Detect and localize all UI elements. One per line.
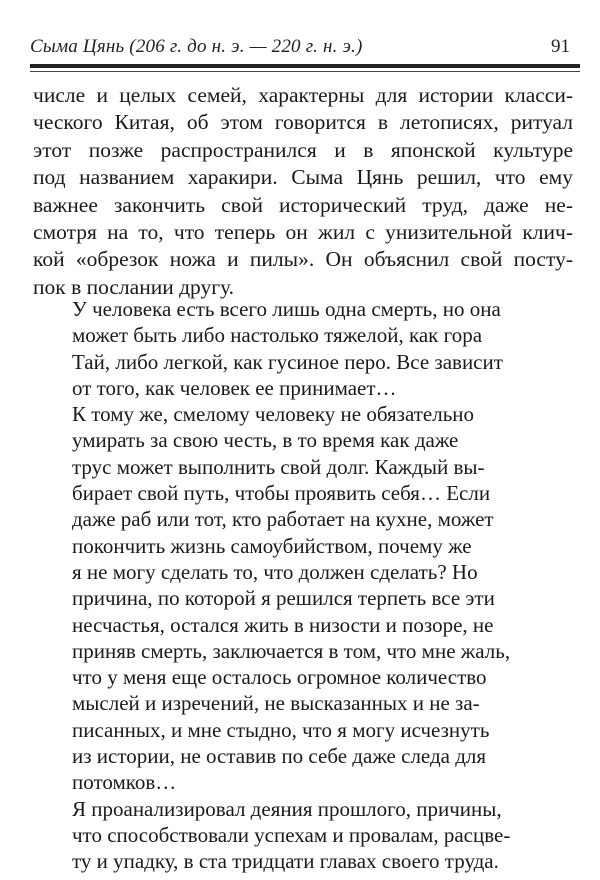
quote-line: несчастья, остался жить в низости и позоре, не	[72, 612, 494, 637]
quote-line: писанных, и мне стыдно, что я могу исчезнуть	[72, 717, 490, 742]
quote-line: даже раб или тот, кто работает на кухне, может	[72, 507, 494, 532]
quote-line: покончить жизнь самоубийством, почему же	[72, 533, 472, 558]
paragraph-line: пок в послании другу.	[33, 274, 235, 299]
header-rule-thin	[30, 71, 580, 72]
quote-line: трус может выполнить свой долг. Каждый вы-	[72, 454, 485, 479]
page-number: 91	[551, 36, 570, 57]
paragraph-line: чиcле и целых семей, характерны для истории класси-	[33, 83, 573, 107]
quote-line: ту и упадку, в ста тридцати главах своего труда.	[72, 849, 499, 874]
quote-line: Тай, либо легкой, как гусиное перо. Все зависит	[72, 349, 503, 374]
paragraph-line: этот позже распространился и в японской культуре	[33, 137, 573, 162]
quote-line: мыслей и изречений, не высказанных и не за-	[72, 691, 480, 716]
paragraph-line: под названием харакири. Сыма Цянь решил, что ему	[33, 165, 573, 190]
quote-line: от того, как человек ее принимает…	[72, 375, 397, 400]
paragraph-line: ческого Китая, об этом говорится в летописях, ритуал	[33, 110, 573, 135]
quote-line: что у меня еще осталось огромное количество	[72, 665, 487, 690]
quote-line: из истории, не оставив по себе даже следа для	[72, 744, 487, 769]
quote-line: потомков…	[72, 770, 177, 795]
quote-line: К тому же, смелому человеку не обязательно	[72, 402, 475, 427]
block-quote	[72, 296, 577, 875]
quote-line: я не могу сделать то, что должен сделать? Но	[72, 559, 478, 584]
running-title: Сыма Цянь (206 г. до н. э. — 220 г. н. э.)	[30, 36, 363, 57]
quote-line: что способствовали успехам и провалам, расцве-	[72, 822, 511, 847]
quote-line: Я проанализировал деяния прошлого, причины,	[72, 796, 502, 821]
paragraph-line: важнее закончить свой исторический труд, даже не-	[33, 192, 573, 217]
running-head	[30, 30, 570, 58]
quote-line: У человека есть всего лишь одна смерть, но она	[72, 297, 501, 321]
header-rule-thick	[30, 64, 580, 68]
paragraph-line: смотря на то, что теперь он жил с унизительной клич-	[33, 220, 573, 245]
paragraph-line: кой «обрезок ножа и пилы». Он объяснил свой посту-	[33, 247, 573, 272]
quote-line: приняв смерть, заключается в том, что мне жаль,	[72, 638, 511, 663]
quote-line: бирает свой путь, чтобы проявить себя… Если	[72, 481, 491, 506]
quote-line: причина, по которой я решился терпеть все эти	[72, 586, 495, 611]
quote-line: может быть либо настолько тяжелой, как гора	[72, 323, 483, 348]
quote-line: умирать за свою честь, в то время как даже	[72, 428, 459, 453]
body-paragraph	[33, 82, 573, 301]
